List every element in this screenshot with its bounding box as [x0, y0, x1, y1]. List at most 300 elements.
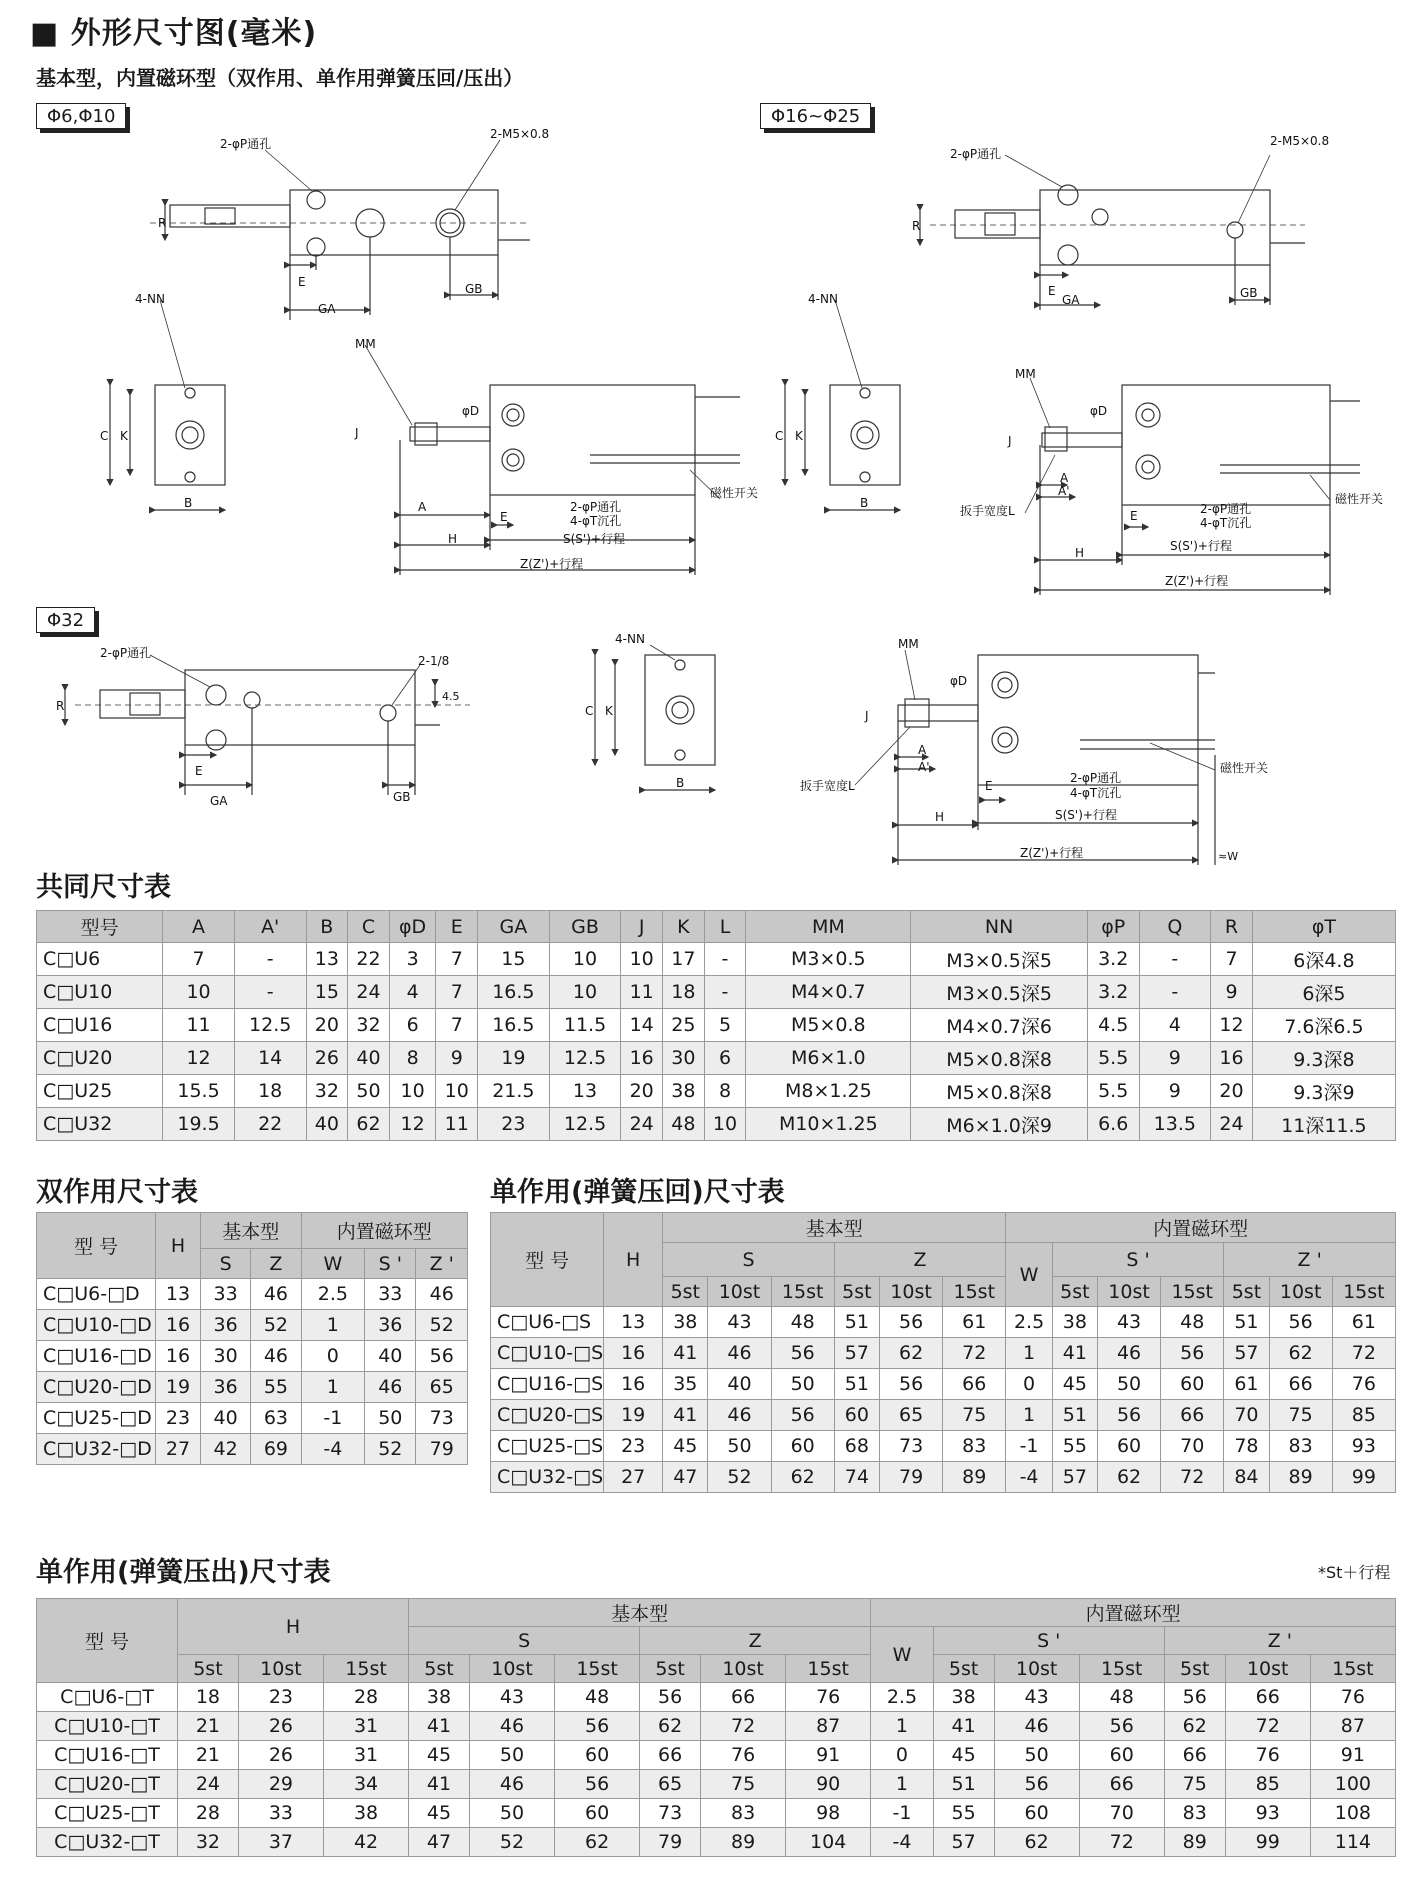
table-cell: 57 — [1052, 1462, 1097, 1493]
common-header-cell: R — [1211, 911, 1253, 943]
common-header-cell: GB — [549, 911, 621, 943]
table-cell: 10 — [549, 943, 621, 976]
label-gb-a: GB — [465, 282, 483, 296]
th-h: H — [178, 1599, 409, 1655]
stroke-header-cell: 5st — [409, 1655, 470, 1683]
table-cell: 56 — [1161, 1338, 1224, 1369]
table-cell: 18 — [663, 976, 705, 1009]
stroke-header-cell: 15st — [771, 1277, 834, 1307]
label-a-b: A — [1060, 471, 1069, 485]
table-cell: 38 — [1052, 1307, 1097, 1338]
stroke-header-cell: 5st — [1224, 1277, 1269, 1307]
table-cell: 1 — [301, 1310, 365, 1341]
table-cell: C□U25-□T — [37, 1799, 178, 1828]
label-e-a: E — [298, 275, 306, 289]
table-cell: 52 — [416, 1310, 468, 1341]
table-cell: 46 — [365, 1372, 416, 1403]
table-cell: M3×0.5深5 — [911, 943, 1088, 976]
label-nn-a: 4-NN — [135, 292, 165, 306]
table-cell: 26 — [238, 1741, 323, 1770]
table-cell: 60 — [1161, 1369, 1224, 1400]
table-cell: 15.5 — [163, 1075, 235, 1108]
table-cell: 72 — [1225, 1712, 1310, 1741]
table-cell: 104 — [786, 1828, 871, 1857]
table-cell: 50 — [348, 1075, 390, 1108]
table-cell: 4 — [389, 976, 436, 1009]
stroke-header-cell: 10st — [701, 1655, 786, 1683]
table-cell: 1 — [871, 1770, 933, 1799]
common-header-cell: A — [163, 911, 235, 943]
th-s2: S ' — [933, 1627, 1164, 1655]
table-cell: 70 — [1161, 1431, 1224, 1462]
table-cell: 83 — [1269, 1431, 1332, 1462]
common-header-cell: φD — [389, 911, 436, 943]
common-header-cell: C — [348, 911, 390, 943]
table-cell: 87 — [786, 1712, 871, 1741]
table-cell: 25 — [663, 1009, 705, 1042]
table-cell: C□U25-□S — [491, 1431, 604, 1462]
table-cell: 73 — [416, 1403, 468, 1434]
table-cell: - — [234, 943, 306, 976]
table-cell: 5.5 — [1087, 1075, 1139, 1108]
stroke-header-cell: 5st — [933, 1655, 994, 1683]
th-magnetic: 内置磁环型 — [301, 1213, 467, 1249]
table-cell: 56 — [771, 1400, 834, 1431]
stroke-header-cell: 15st — [1079, 1655, 1164, 1683]
stroke-header-cell: 15st — [786, 1655, 871, 1683]
table-cell: 46 — [708, 1338, 771, 1369]
table-cell: 45 — [409, 1741, 470, 1770]
drawing-b-end-view — [785, 300, 900, 510]
table-cell: 56 — [555, 1712, 640, 1741]
table-cell: 75 — [701, 1770, 786, 1799]
common-header-cell: φT — [1252, 911, 1395, 943]
table-row — [491, 1400, 1396, 1431]
stroke-header-cell: 15st — [555, 1655, 640, 1683]
table-cell: 16 — [156, 1341, 201, 1372]
label-z-a: Z(Z')+行程 — [520, 557, 584, 571]
stroke-header-cell: 10st — [469, 1655, 554, 1683]
table-cell: 70 — [1079, 1799, 1164, 1828]
table-cell: 40 — [348, 1042, 390, 1075]
table-cell: 50 — [365, 1403, 416, 1434]
table-row — [37, 1741, 1396, 1770]
table-cell: 98 — [786, 1799, 871, 1828]
table-row — [491, 1338, 1396, 1369]
table-cell: 46 — [469, 1712, 554, 1741]
table-cell: 56 — [640, 1683, 701, 1712]
table-cell: 45 — [1052, 1369, 1097, 1400]
table-cell: 45 — [933, 1741, 994, 1770]
table-cell: 32 — [306, 1075, 348, 1108]
table-row — [491, 1307, 1396, 1338]
table-cell: - — [234, 976, 306, 1009]
table-row — [37, 1310, 468, 1341]
th-h: H — [604, 1213, 663, 1307]
table-cell: 56 — [771, 1338, 834, 1369]
table-cell: 60 — [1097, 1431, 1160, 1462]
page-subtitle: 基本型，内置磁环型（双作用、单作用弹簧压回/压出） — [36, 66, 524, 90]
label-k-a: K — [120, 429, 128, 443]
label-a-a: A — [418, 500, 427, 514]
table-cell: 20 — [306, 1009, 348, 1042]
table-cell: 24 — [178, 1770, 239, 1799]
table-cell: 75 — [943, 1400, 1006, 1431]
table-cell: 12 — [163, 1042, 235, 1075]
table-cell: 24 — [621, 1108, 663, 1141]
table-cell: 62 — [1269, 1338, 1332, 1369]
table-cell: 2.5 — [871, 1683, 933, 1712]
table-cell: 46 — [994, 1712, 1079, 1741]
table-cell: 9.3深8 — [1252, 1042, 1395, 1075]
table-cell: 47 — [409, 1828, 470, 1857]
table-cell: 7 — [163, 943, 235, 976]
table-row — [37, 1770, 1396, 1799]
stroke-header-cell: 15st — [943, 1277, 1006, 1307]
table-cell: 5.5 — [1087, 1042, 1139, 1075]
table-cell: 76 — [1225, 1741, 1310, 1770]
table-cell: - — [1139, 976, 1211, 1009]
label-r-c: R — [56, 699, 65, 713]
table-cell: 79 — [416, 1434, 468, 1465]
table-cell: 90 — [786, 1770, 871, 1799]
table-cell: 9 — [436, 1042, 478, 1075]
common-table-title: 共同尺寸表 — [36, 872, 171, 903]
table-cell: C□U32-□S — [491, 1462, 604, 1493]
label-p-hole2-b: 2-φP通孔 — [1200, 502, 1252, 516]
label-r-b: R — [912, 219, 921, 233]
sub-header-cell: S ' — [365, 1249, 416, 1279]
table-cell: -4 — [301, 1434, 365, 1465]
table-cell: 0 — [301, 1341, 365, 1372]
table-cell: 114 — [1310, 1828, 1395, 1857]
table-cell: 9 — [1139, 1075, 1211, 1108]
table-cell: 6 — [704, 1042, 746, 1075]
table-cell: M8×1.25 — [746, 1075, 911, 1108]
table-cell: 18 — [178, 1683, 239, 1712]
table-cell: 43 — [708, 1307, 771, 1338]
stroke-header-cell: 10st — [708, 1277, 771, 1307]
stroke-header-cell: 15st — [1310, 1655, 1395, 1683]
common-header-cell: φP — [1087, 911, 1139, 943]
th-basic: 基本型 — [663, 1213, 1006, 1243]
table-cell: 29 — [238, 1770, 323, 1799]
table-cell: 50 — [469, 1799, 554, 1828]
th-model: 型 号 — [37, 1213, 156, 1279]
table-cell: 72 — [701, 1712, 786, 1741]
table-cell: 56 — [1097, 1400, 1160, 1431]
table-cell: 1 — [871, 1712, 933, 1741]
label-p-hole-c: 2-φP通孔 — [100, 646, 152, 660]
stroke-header-cell: 5st — [640, 1655, 701, 1683]
table-cell: 72 — [1332, 1338, 1395, 1369]
table-cell: 19 — [604, 1400, 663, 1431]
table-cell: 4 — [1139, 1009, 1211, 1042]
common-header-cell: GA — [478, 911, 550, 943]
table-cell: 20 — [621, 1075, 663, 1108]
th-s: S — [409, 1627, 640, 1655]
label-nn-b: 4-NN — [808, 292, 838, 306]
table-cell: - — [1139, 943, 1211, 976]
table-cell: 56 — [416, 1341, 468, 1372]
single-return-table-title: 单作用(弹簧压回)尺寸表 — [490, 1177, 785, 1208]
label-p-hole2-c: 2-φP通孔 — [1070, 771, 1122, 785]
table-cell: 34 — [323, 1770, 408, 1799]
table-cell: 16 — [621, 1042, 663, 1075]
th-z2: Z ' — [1164, 1627, 1395, 1655]
table-cell: 8 — [389, 1042, 436, 1075]
table-cell: 66 — [640, 1741, 701, 1770]
table-cell: 47 — [663, 1462, 708, 1493]
table-cell: 10 — [621, 943, 663, 976]
table-row — [37, 1799, 1396, 1828]
table-cell: 56 — [879, 1369, 942, 1400]
label-z-c: Z(Z')+行程 — [1020, 846, 1084, 860]
table-cell: 66 — [701, 1683, 786, 1712]
table-cell: 62 — [879, 1338, 942, 1369]
table-cell: 52 — [708, 1462, 771, 1493]
table-cell: 45 — [663, 1431, 708, 1462]
table-cell: 21 — [178, 1741, 239, 1770]
table-cell: 15 — [306, 976, 348, 1009]
table-cell: 62 — [640, 1712, 701, 1741]
label-k-c: K — [605, 704, 613, 718]
table-cell: 89 — [1269, 1462, 1332, 1493]
table-cell: 43 — [1097, 1307, 1160, 1338]
table-cell: 89 — [943, 1462, 1006, 1493]
table-cell: 23 — [156, 1403, 201, 1434]
table-cell: 50 — [771, 1369, 834, 1400]
table-cell: 30 — [663, 1042, 705, 1075]
label-c-a: C — [100, 429, 109, 443]
table-cell: 38 — [663, 1075, 705, 1108]
table-cell: 93 — [1332, 1431, 1395, 1462]
table-cell: 3.2 — [1087, 976, 1139, 1009]
table-row — [37, 1075, 1396, 1108]
table-cell: C□U6 — [37, 943, 163, 976]
th-basic: 基本型 — [201, 1213, 302, 1249]
table-cell: C□U10-□T — [37, 1712, 178, 1741]
table-cell: 55 — [933, 1799, 994, 1828]
table-cell: 1 — [301, 1372, 365, 1403]
table-row — [37, 1279, 468, 1310]
th-basic: 基本型 — [409, 1599, 871, 1627]
label-ga-b: GA — [1062, 293, 1080, 307]
table-cell: 41 — [663, 1338, 708, 1369]
label-m5-a: 2-M5×0.8 — [490, 127, 550, 141]
table-cell: 76 — [701, 1741, 786, 1770]
table-cell: 57 — [933, 1828, 994, 1857]
stroke-header-cell: 15st — [1332, 1277, 1395, 1307]
table-cell: 4.5 — [1087, 1009, 1139, 1042]
table-cell: 56 — [1079, 1712, 1164, 1741]
table-cell: 60 — [555, 1799, 640, 1828]
table-cell: 46 — [251, 1341, 301, 1372]
table-cell: 57 — [1224, 1338, 1269, 1369]
table-cell: 46 — [251, 1279, 301, 1310]
table-cell: -4 — [871, 1828, 933, 1857]
table-row — [37, 943, 1396, 976]
table-cell: 50 — [469, 1741, 554, 1770]
table-cell: 11 — [621, 976, 663, 1009]
label-h-a: H — [448, 532, 458, 546]
table-cell: 41 — [1052, 1338, 1097, 1369]
table-cell: 7.6深6.5 — [1252, 1009, 1395, 1042]
table-cell: C□U25 — [37, 1075, 163, 1108]
table-cell: 6 — [389, 1009, 436, 1042]
table-cell: 41 — [409, 1770, 470, 1799]
table-cell: -4 — [1006, 1462, 1052, 1493]
table-cell: 57 — [834, 1338, 879, 1369]
table-cell: 78 — [1224, 1431, 1269, 1462]
table-cell: 91 — [786, 1741, 871, 1770]
table-cell: 9 — [1139, 1042, 1211, 1075]
table-cell: 75 — [1269, 1400, 1332, 1431]
table-cell: C□U32 — [37, 1108, 163, 1141]
th-model: 型 号 — [37, 1599, 178, 1683]
table-row — [37, 976, 1396, 1009]
label-a2-c: A' — [918, 760, 930, 774]
table-cell: 13 — [156, 1279, 201, 1310]
common-header-cell: K — [663, 911, 705, 943]
label-a-c: A — [918, 743, 927, 757]
table-cell: 48 — [555, 1683, 640, 1712]
table-cell: 42 — [323, 1828, 408, 1857]
common-dimension-table — [36, 910, 1396, 1141]
sub-header-cell: Z — [251, 1249, 301, 1279]
table-cell: 56 — [1269, 1307, 1332, 1338]
table-cell: 51 — [834, 1307, 879, 1338]
table-cell: -1 — [871, 1799, 933, 1828]
table-cell: C□U6-□D — [37, 1279, 156, 1310]
table-cell: 60 — [994, 1799, 1079, 1828]
table-cell: 72 — [943, 1338, 1006, 1369]
label-b-a: B — [184, 496, 193, 510]
table-cell: C□U20-□D — [37, 1372, 156, 1403]
table-cell: 12 — [389, 1108, 436, 1141]
table-cell: 65 — [416, 1372, 468, 1403]
table-cell: 41 — [409, 1712, 470, 1741]
table-cell: 1 — [1006, 1400, 1052, 1431]
label-e-c2: E — [985, 779, 993, 793]
table-cell: 23 — [604, 1431, 663, 1462]
table-cell: 43 — [994, 1683, 1079, 1712]
table-cell: M5×0.8 — [746, 1009, 911, 1042]
label-c-c: C — [585, 704, 594, 718]
label-nn-c: 4-NN — [615, 632, 645, 646]
table-cell: 66 — [1079, 1770, 1164, 1799]
table-cell: 38 — [663, 1307, 708, 1338]
th-s: S — [663, 1243, 835, 1277]
table-cell: 66 — [1225, 1683, 1310, 1712]
table-cell: 7 — [436, 943, 478, 976]
sub-header-cell: Z ' — [416, 1249, 468, 1279]
table-cell: 14 — [234, 1042, 306, 1075]
label-ga-c: GA — [210, 794, 228, 808]
common-header-cell: Q — [1139, 911, 1211, 943]
table-cell: 13 — [549, 1075, 621, 1108]
single-return-table — [490, 1212, 1396, 1493]
table-cell: 56 — [879, 1307, 942, 1338]
label-gb-c: GB — [393, 790, 411, 804]
table-cell: 41 — [663, 1400, 708, 1431]
th-magnetic: 内置磁环型 — [871, 1599, 1396, 1627]
drawing-a-end-view — [110, 300, 225, 510]
table-cell: 51 — [1224, 1307, 1269, 1338]
table-cell: 38 — [323, 1799, 408, 1828]
table-cell: 40 — [365, 1341, 416, 1372]
label-p-hole-b: 2-φP通孔 — [950, 147, 1002, 161]
table-cell: 38 — [933, 1683, 994, 1712]
drawing-b-side-view — [1025, 378, 1360, 595]
label-h-b: H — [1075, 546, 1085, 560]
table-cell: 60 — [834, 1400, 879, 1431]
table-cell: 62 — [1164, 1712, 1225, 1741]
table-cell: M6×1.0深9 — [911, 1108, 1088, 1141]
table-cell: 48 — [771, 1307, 834, 1338]
label-t-hole-b: 4-φT沉孔 — [1200, 516, 1252, 530]
table-cell: -1 — [1006, 1431, 1052, 1462]
table-cell: 85 — [1332, 1400, 1395, 1431]
stroke-header-cell: 5st — [1164, 1655, 1225, 1683]
table-cell: 62 — [1097, 1462, 1160, 1493]
th-s2: S ' — [1052, 1243, 1224, 1277]
table-cell: 26 — [238, 1712, 323, 1741]
table-cell: 40 — [306, 1108, 348, 1141]
tag-phi6-10: Φ6,Φ10 — [36, 103, 126, 129]
table-cell: M3×0.5深5 — [911, 976, 1088, 1009]
drawing-a-side-view — [365, 345, 740, 575]
label-t-hole-a: 4-φT沉孔 — [570, 514, 622, 528]
table-cell: 11.5 — [549, 1009, 621, 1042]
th-model: 型 号 — [491, 1213, 604, 1307]
label-dim45-c: 4.5 — [442, 690, 460, 703]
table-cell: 19 — [156, 1372, 201, 1403]
table-cell: 10 — [549, 976, 621, 1009]
table-cell: 16 — [1211, 1042, 1253, 1075]
common-header-cell: 型号 — [37, 911, 163, 943]
table-cell: 62 — [994, 1828, 1079, 1857]
table-cell: 10 — [389, 1075, 436, 1108]
label-wrench-b: 扳手宽度L — [960, 504, 1015, 518]
table-cell: 89 — [701, 1828, 786, 1857]
table-cell: M6×1.0 — [746, 1042, 911, 1075]
table-cell: 13 — [604, 1307, 663, 1338]
table-cell: 56 — [1164, 1683, 1225, 1712]
label-p-hole2-a: 2-φP通孔 — [570, 500, 622, 514]
table-cell: 70 — [1224, 1400, 1269, 1431]
label-c-b: C — [775, 429, 784, 443]
table-cell: 12.5 — [549, 1042, 621, 1075]
table-cell: 23 — [238, 1683, 323, 1712]
common-header-cell: E — [436, 911, 478, 943]
table-cell: 15 — [478, 943, 550, 976]
table-cell: 16.5 — [478, 976, 550, 1009]
table-cell: 50 — [708, 1431, 771, 1462]
common-header-cell: B — [306, 911, 348, 943]
table-row — [37, 1712, 1396, 1741]
table-cell: 48 — [1079, 1683, 1164, 1712]
table-row — [37, 1108, 1396, 1141]
label-r-a: R — [158, 216, 167, 230]
table-cell: M10×1.25 — [746, 1108, 911, 1141]
table-cell: 30 — [201, 1341, 251, 1372]
table-cell: 37 — [238, 1828, 323, 1857]
label-j-c: J — [865, 709, 869, 723]
table-cell: 48 — [663, 1108, 705, 1141]
table-cell: C□U10 — [37, 976, 163, 1009]
stroke-header-cell: 5st — [1052, 1277, 1097, 1307]
